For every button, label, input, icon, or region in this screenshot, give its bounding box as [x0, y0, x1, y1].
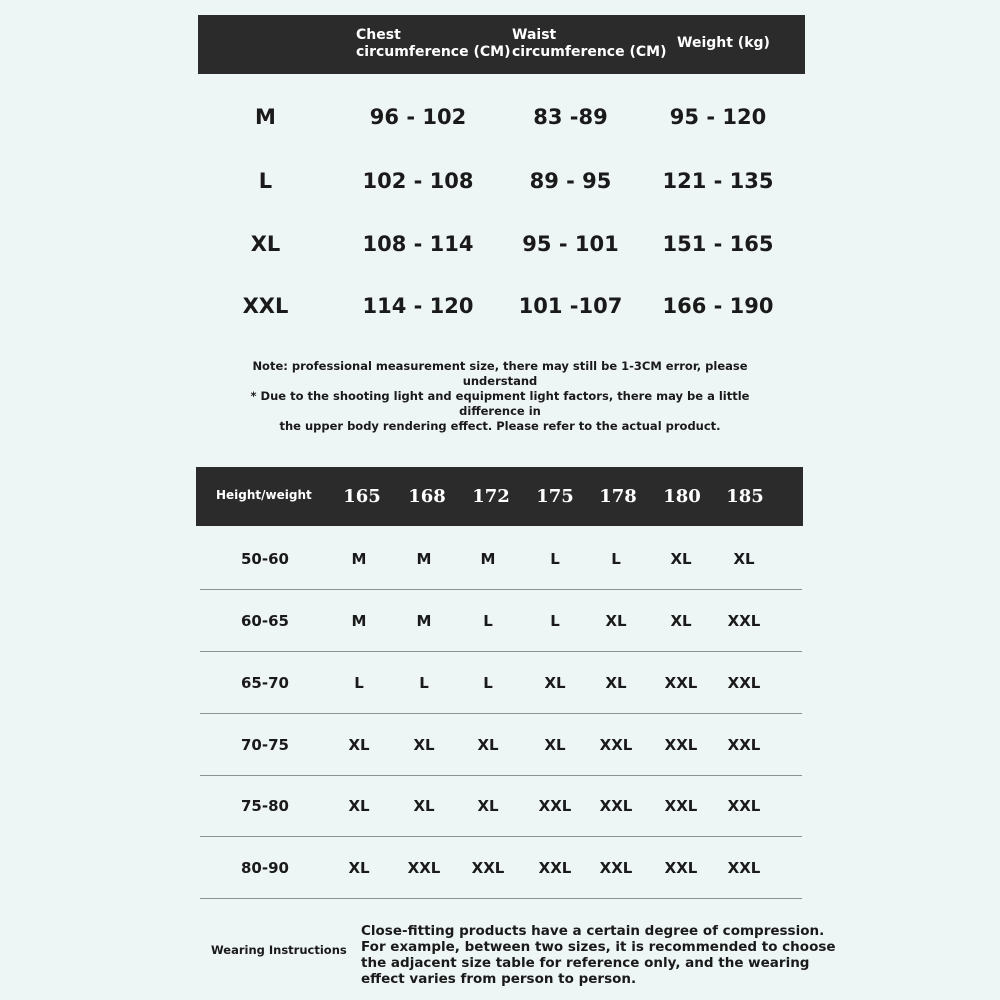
measurement-table-header [198, 15, 805, 74]
recommended-size-cell: XL [670, 612, 692, 630]
height-column-header: 175 [536, 486, 574, 507]
header-waist-line1: Waist [512, 27, 557, 43]
recommended-size-cell: L [483, 674, 493, 692]
height-column-header: 168 [408, 486, 446, 507]
recommended-size-cell: XXL [727, 674, 761, 692]
height-column-header: 178 [599, 486, 637, 507]
size-cell: L [258, 169, 273, 193]
recommended-size-cell: XL [348, 736, 370, 754]
recommended-size-cell: L [483, 612, 493, 630]
note-line: understand [462, 374, 538, 388]
recommended-size-cell: XL [477, 797, 499, 815]
recommended-size-cell: XXL [727, 859, 761, 877]
recommended-size-cell: XXL [664, 736, 698, 754]
header-height-weight: Height/weight [216, 488, 312, 502]
wearing-instructions-label: Wearing Instructions [211, 943, 347, 957]
recommended-size-cell: XXL [664, 797, 698, 815]
recommended-size-cell: XXL [599, 736, 633, 754]
weight-range-label: 50-60 [241, 550, 289, 568]
recommended-size-cell: XL [348, 797, 370, 815]
header-weight: Weight (kg) [677, 35, 770, 51]
waist-cell: 95 - 101 [522, 232, 619, 256]
wearing-instructions-text [361, 923, 836, 987]
recommended-size-cell: XL [544, 674, 566, 692]
size-guide-header [196, 467, 803, 526]
recommended-size-cell: XXL [471, 859, 505, 877]
recommended-size-cell: L [550, 550, 560, 568]
recommended-size-cell: XL [670, 550, 692, 568]
instruction-line: For example, between two sizes, it is recommended to choose [361, 939, 836, 955]
recommended-size-cell: M [480, 550, 496, 568]
weight-cell: 121 - 135 [662, 169, 774, 193]
header-waist-line2: circumference (CM) [512, 44, 667, 60]
recommended-size-cell: XXL [664, 674, 698, 692]
size-cell: M [255, 105, 276, 129]
recommended-size-cell: M [351, 612, 367, 630]
waist-cell: 101 -107 [518, 294, 623, 318]
size-guide-row [200, 774, 802, 837]
size-guide-row [200, 651, 802, 714]
weight-range-label: 65-70 [241, 674, 289, 692]
waist-cell: 83 -89 [533, 105, 608, 129]
recommended-size-cell: L [550, 612, 560, 630]
recommended-size-cell: XL [413, 736, 435, 754]
recommended-size-cell: XXL [599, 797, 633, 815]
recommended-size-cell: XXL [727, 736, 761, 754]
header-chest-line1: Chest [356, 27, 401, 43]
waist-cell: 89 - 95 [529, 169, 612, 193]
chest-cell: 96 - 102 [369, 105, 467, 129]
recommended-size-cell: XL [733, 550, 755, 568]
recommended-size-cell: XXL [538, 797, 572, 815]
size-cell: XL [250, 232, 281, 256]
height-column-header: 185 [726, 486, 764, 507]
header-waist [512, 27, 666, 61]
size-guide-row [200, 527, 802, 590]
weight-cell: 95 - 120 [669, 105, 767, 129]
chest-cell: 108 - 114 [362, 232, 474, 256]
weight-range-label: 60-65 [241, 612, 289, 630]
instruction-line: Close-fitting products have a certain degree of compression. [361, 923, 825, 939]
recommended-size-cell: L [354, 674, 364, 692]
recommended-size-cell: XL [605, 612, 627, 630]
recommended-size-cell: M [416, 612, 432, 630]
size-guide-row [200, 713, 802, 776]
chest-cell: 102 - 108 [362, 169, 474, 193]
measurement-row [198, 224, 805, 264]
weight-cell: 151 - 165 [662, 232, 774, 256]
note-line: * Due to the shooting light and equipment light factors, there may be a little difference in [250, 389, 750, 418]
note-line: the upper body rendering effect. Please refer to the actual product. [279, 419, 721, 433]
weight-cell: 166 - 190 [662, 294, 774, 318]
instruction-line: the adjacent size table for reference only, and the wearing [361, 955, 810, 971]
recommended-size-cell: XXL [538, 859, 572, 877]
recommended-size-cell: L [419, 674, 429, 692]
header-chest [356, 27, 510, 61]
weight-range-label: 70-75 [241, 736, 289, 754]
weight-range-label: 80-90 [241, 859, 289, 877]
recommended-size-cell: XL [544, 736, 566, 754]
recommended-size-cell: XL [413, 797, 435, 815]
chest-cell: 114 - 120 [362, 294, 474, 318]
weight-range-label: 75-80 [241, 797, 289, 815]
size-guide-row [200, 589, 802, 652]
size-guide-row [200, 836, 802, 899]
recommended-size-cell: XL [605, 674, 627, 692]
recommended-size-cell: XXL [407, 859, 441, 877]
recommended-size-cell: M [416, 550, 432, 568]
recommended-size-cell: XXL [664, 859, 698, 877]
size-cell: XXL [242, 294, 289, 318]
measurement-row [198, 161, 805, 201]
height-column-header: 165 [343, 486, 381, 507]
recommended-size-cell: XXL [727, 797, 761, 815]
header-chest-line2: circumference (CM) [356, 44, 511, 60]
recommended-size-cell: XL [477, 736, 499, 754]
measurement-note [230, 359, 770, 434]
height-column-header: 180 [663, 486, 701, 507]
recommended-size-cell: M [351, 550, 367, 568]
measurement-row [198, 286, 805, 326]
recommended-size-cell: XXL [599, 859, 633, 877]
instruction-line: effect varies from person to person. [361, 971, 637, 987]
recommended-size-cell: XL [348, 859, 370, 877]
height-column-header: 172 [472, 486, 510, 507]
recommended-size-cell: XXL [727, 612, 761, 630]
note-line: Note: professional measurement size, there may still be 1-3CM error, please [252, 359, 748, 373]
recommended-size-cell: L [611, 550, 621, 568]
measurement-row [198, 97, 805, 137]
